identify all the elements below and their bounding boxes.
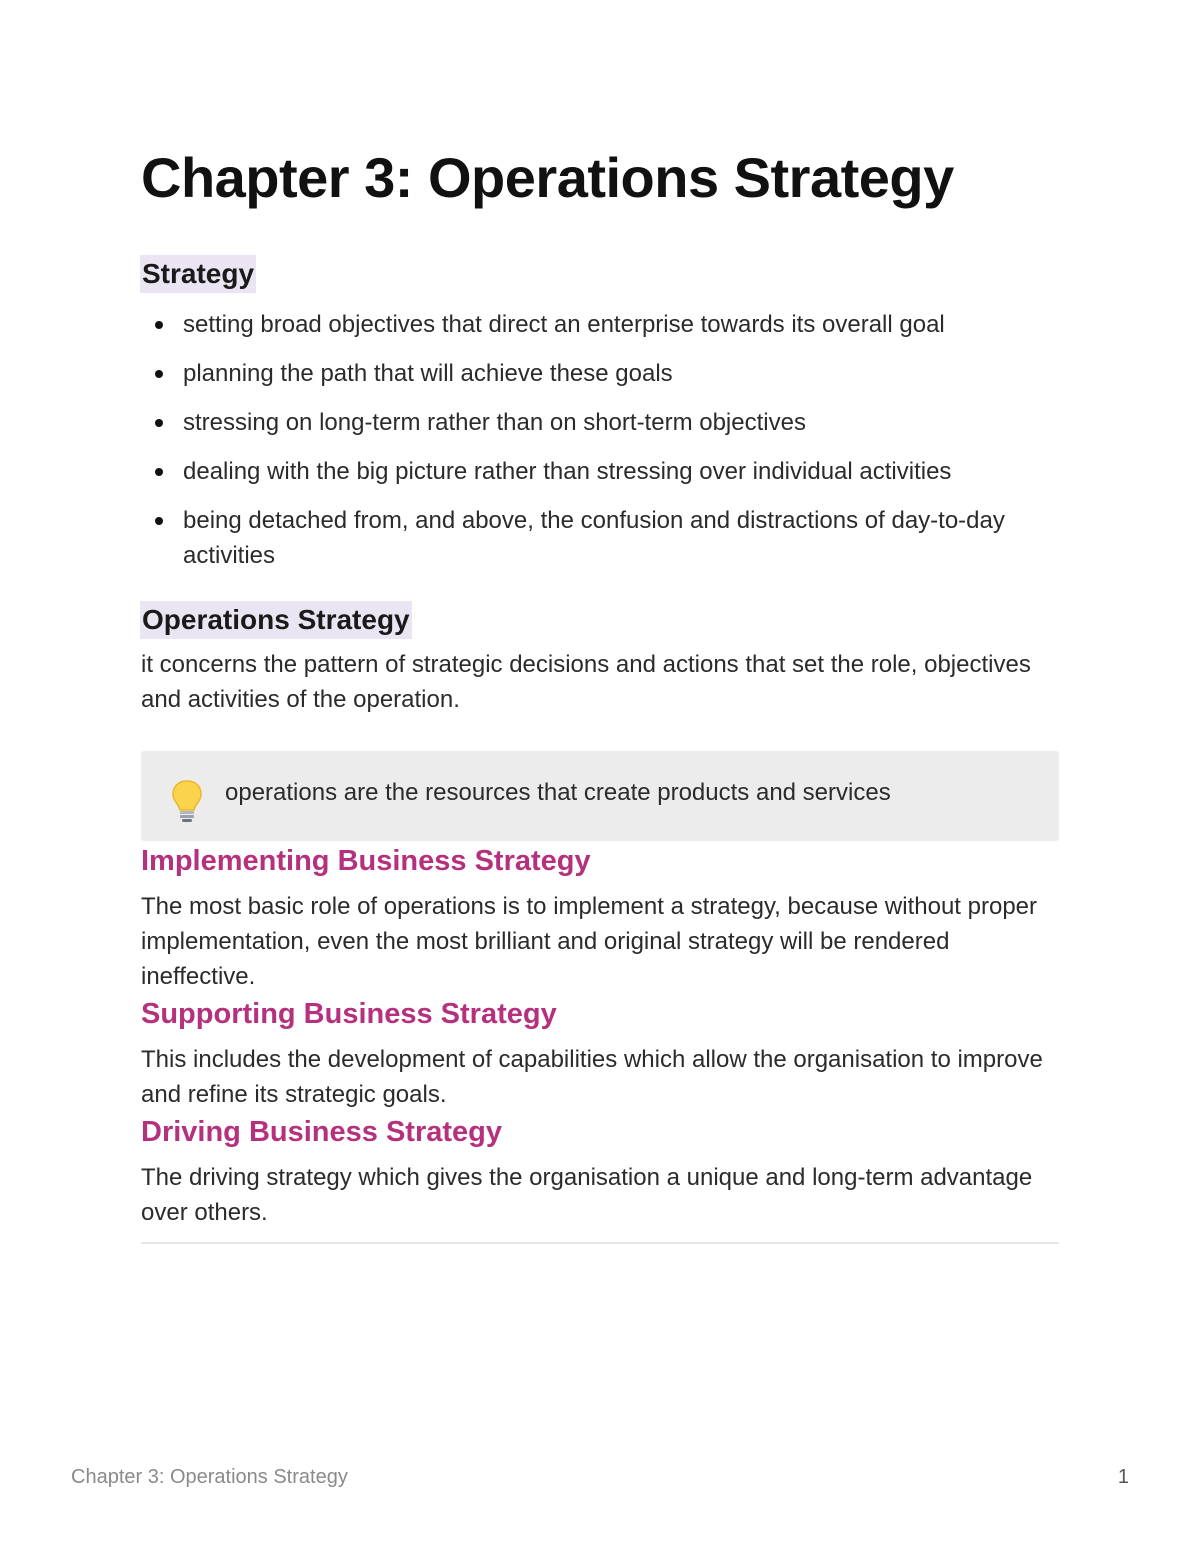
footer-title: Chapter 3: Operations Strategy <box>71 1466 348 1488</box>
operations-strategy-text: it concerns the pattern of strategic decisions and actions that set the role, objectives and activities of the operation. <box>141 651 1031 713</box>
bullet-icon <box>155 419 163 427</box>
operations-strategy-heading: Operations Strategy <box>140 601 412 639</box>
bullet-icon <box>155 370 163 378</box>
callout-box <box>141 751 1059 841</box>
list-item <box>141 454 1059 489</box>
list-item-text: being detached from, and above, the confusion and distractions of day-to-day activities <box>183 507 1005 569</box>
list-item <box>141 307 1059 342</box>
bullet-icon <box>155 468 163 476</box>
divider <box>141 1242 1059 1244</box>
bullet-icon <box>155 517 163 525</box>
list-item <box>141 405 1059 440</box>
strategy-bullet-list <box>141 307 1059 573</box>
driving-business-strategy-text: The driving strategy which gives the organisation a unique and long-term advantage over others. <box>141 1164 1033 1226</box>
list-item-text: planning the path that will achieve these goals <box>183 360 673 387</box>
bullet-icon <box>155 321 163 329</box>
supporting-business-strategy-text: This includes the development of capabilities which allow the organisation to improve and refine its strategic goals. <box>141 1046 1043 1108</box>
callout-text: operations are the resources that create products and services <box>225 779 891 806</box>
strategy-heading: Strategy <box>140 255 256 293</box>
page-content <box>141 140 1059 1244</box>
list-item-text: dealing with the big picture rather than stressing over individual activities <box>183 458 952 485</box>
implementing-business-strategy-heading: Implementing Business Strategy <box>141 845 591 877</box>
list-item-text: setting broad objectives that direct an enterprise towards its overall goal <box>183 311 945 338</box>
list-item <box>141 503 1059 573</box>
driving-business-strategy-heading: Driving Business Strategy <box>141 1116 502 1148</box>
list-item-text: stressing on long-term rather than on short-term objectives <box>183 409 806 436</box>
page-number: 1 <box>1117 1466 1129 1488</box>
implementing-business-strategy-text: The most basic role of operations is to implement a strategy, because without proper implementation, even the most brilliant and original strategy will be rendered ineffective. <box>141 893 1038 990</box>
lightbulb-icon <box>171 779 203 823</box>
list-item <box>141 356 1059 391</box>
page-title: Chapter 3: Operations Strategy <box>141 146 954 209</box>
supporting-business-strategy-heading: Supporting Business Strategy <box>141 998 557 1030</box>
